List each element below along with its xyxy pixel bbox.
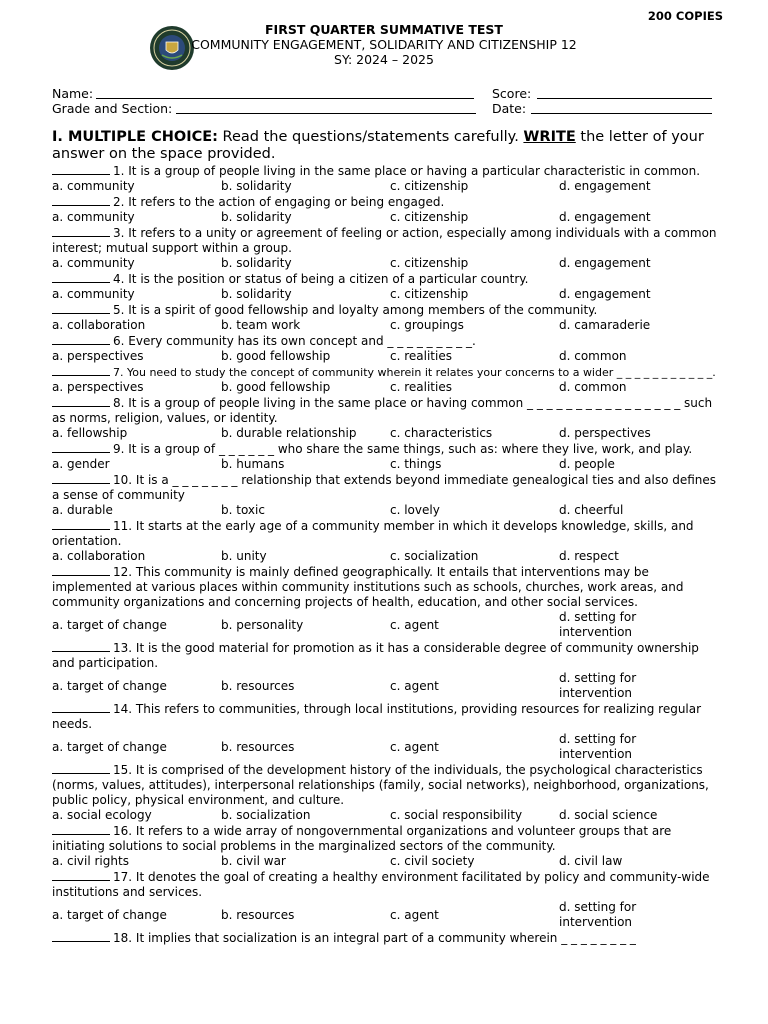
score-field[interactable] xyxy=(537,86,712,99)
question-11 xyxy=(52,518,720,549)
choices-row xyxy=(52,457,720,472)
choice-b: b. personality xyxy=(221,617,304,632)
question-10 xyxy=(52,472,720,503)
choices-row xyxy=(52,671,720,701)
choice-b: b. good fellowship xyxy=(221,349,331,363)
date-field[interactable] xyxy=(531,101,712,114)
date-label: Date: xyxy=(492,101,527,116)
choice-b: b. resources xyxy=(221,678,295,693)
answer-blank[interactable] xyxy=(52,271,110,283)
question-text: 9. It is a group of _ _ _ _ _ _ who share the same things, such as: where they live, work, and play. xyxy=(113,442,693,456)
question-text: 16. It refers to a wide array of nongovernmental organizations and volunteer groups that are initiating solutions to social problems in the marginalized sectors of the community. xyxy=(52,824,672,853)
section-instructions xyxy=(52,129,732,163)
question-text: 12. This community is mainly defined geographically. It entails that interventions may be implemented at various places within community institutions such as schools, churches, work areas, and community organizations and concerning projects of health, education, and other social services. xyxy=(52,565,684,609)
choice-c: c. lovely xyxy=(390,503,440,517)
choice-d: d. perspectives xyxy=(559,426,651,440)
question-12 xyxy=(52,564,720,610)
choice-d: d. setting for intervention xyxy=(559,671,637,700)
score-label: Score: xyxy=(492,86,532,101)
choice-c: c. agent xyxy=(390,739,439,754)
answer-blank[interactable] xyxy=(52,869,110,881)
question-text: 15. It is comprised of the development history of the individuals, the psychological characteristics (norms, values, attitudes), interpersonal relationships (family, social networks), neighborhood, organizations, public policy, physical environment, and culture. xyxy=(52,763,709,807)
choice-d: d. setting for intervention xyxy=(559,732,637,761)
choice-a: a. target of change xyxy=(52,907,167,922)
question-text: 18. It implies that socialization is an integral part of a community wherein _ _ _ _ _ _ _ _ xyxy=(113,931,636,945)
answer-blank[interactable] xyxy=(52,701,110,713)
choices-row xyxy=(52,854,720,869)
choice-b: b. socialization xyxy=(221,808,311,822)
question-text: 6. Every community has its own concept and _ _ _ _ _ _ _ _ _. xyxy=(113,334,476,348)
choice-b: b. unity xyxy=(221,549,267,563)
choice-a: a. perspectives xyxy=(52,349,144,363)
test-title: FIRST QUARTER SUMMATIVE TEST xyxy=(265,22,503,37)
instructions-text-1: Read the questions/statements carefully. xyxy=(217,129,524,145)
question-text: 1. It is a group of people living in the same place or having a particular characteristic in common. xyxy=(113,164,701,178)
name-field[interactable] xyxy=(96,86,474,99)
choice-d: d. people xyxy=(559,457,615,471)
choice-c: c. citizenship xyxy=(390,179,469,193)
question-text: 17. It denotes the goal of creating a healthy environment facilitated by policy and community-wide institutions and services. xyxy=(52,870,710,899)
choice-d: d. common xyxy=(559,380,627,394)
copies-label: 200 COPIES xyxy=(647,9,723,23)
choice-a: a. target of change xyxy=(52,617,167,632)
choices-row xyxy=(52,349,720,364)
choice-c: c. socialization xyxy=(390,549,479,563)
question-text: 11. It starts at the early age of a community member in which it develops knowledge, skills, and orientation. xyxy=(52,519,694,548)
answer-blank[interactable] xyxy=(52,364,110,376)
choice-b: b. resources xyxy=(221,907,295,922)
student-info xyxy=(52,86,732,116)
choice-b: b. solidarity xyxy=(221,256,292,270)
question-text: 2. It refers to the action of engaging or being engaged. xyxy=(113,195,445,209)
question-text: 5. It is a spirit of good fellowship and loyalty among members of the community. xyxy=(113,303,598,317)
question-17 xyxy=(52,869,720,900)
choice-a: a. community xyxy=(52,179,135,193)
question-6 xyxy=(52,333,720,349)
question-18 xyxy=(52,930,720,946)
choice-d: d. camaraderie xyxy=(559,318,651,332)
choices-row xyxy=(52,503,720,518)
choice-b: b. solidarity xyxy=(221,287,292,301)
choice-a: a. community xyxy=(52,287,135,301)
answer-blank[interactable] xyxy=(52,225,110,237)
choice-a: a. target of change xyxy=(52,678,167,693)
name-label: Name: xyxy=(52,86,94,101)
question-text: 14. This refers to communities, through local institutions, providing resources for realizing regular needs. xyxy=(52,702,702,731)
choices-row xyxy=(52,808,720,823)
section-label: I. MULTIPLE CHOICE: xyxy=(52,129,218,145)
choice-b: b. resources xyxy=(221,739,295,754)
answer-blank[interactable] xyxy=(52,333,110,345)
choice-d: d. setting for intervention xyxy=(559,610,637,639)
choice-a: a. social ecology xyxy=(52,808,152,822)
choice-a: a. target of change xyxy=(52,739,167,754)
choices-row xyxy=(52,287,720,302)
question-7 xyxy=(52,364,720,380)
choice-a: a. durable xyxy=(52,503,113,517)
choice-c: c. citizenship xyxy=(390,287,469,301)
choices-row xyxy=(52,426,720,441)
answer-blank[interactable] xyxy=(52,564,110,576)
choice-c: c. civil society xyxy=(390,854,475,868)
answer-blank[interactable] xyxy=(52,640,110,652)
choice-a: a. civil rights xyxy=(52,854,129,868)
question-text: 7. You need to study the concept of community wherein it relates your concerns to a wider _ _ _ _ _ _ _ _ _ _ _. xyxy=(113,366,716,379)
choice-d: d. engagement xyxy=(559,256,651,270)
choice-a: a. community xyxy=(52,210,135,224)
choice-b: b. toxic xyxy=(221,503,265,517)
choice-a: a. fellowship xyxy=(52,426,128,440)
test-subject: COMMUNITY ENGAGEMENT, SOLIDARITY AND CITIZENSHIP 12 xyxy=(191,37,577,52)
choices-row xyxy=(52,732,720,762)
choice-b: b. team work xyxy=(221,318,301,332)
question-text: 13. It is the good material for promotion as it has a considerable degree of community ownership and participation. xyxy=(52,641,699,670)
choices-row xyxy=(52,610,720,640)
question-2 xyxy=(52,194,720,210)
answer-blank[interactable] xyxy=(52,762,110,774)
question-8 xyxy=(52,395,720,426)
choice-c: c. groupings xyxy=(390,318,464,332)
question-1 xyxy=(52,163,720,179)
question-13 xyxy=(52,640,720,671)
question-text: 4. It is the position or status of being a citizen of a particular country. xyxy=(113,272,529,286)
choice-a: a. collaboration xyxy=(52,318,146,332)
choices-row xyxy=(52,380,720,395)
choice-b: b. solidarity xyxy=(221,179,292,193)
choice-b: b. humans xyxy=(221,457,285,471)
instructions-text-2: the letter of your answer on the space provided. xyxy=(52,129,704,162)
answer-blank[interactable] xyxy=(52,163,110,175)
answer-blank[interactable] xyxy=(52,518,110,530)
choice-c: c. characteristics xyxy=(390,426,493,440)
choice-c: c. social responsibility xyxy=(390,808,523,822)
choice-c: c. realities xyxy=(390,349,452,363)
choices-row xyxy=(52,318,720,333)
choice-a: a. perspectives xyxy=(52,380,144,394)
question-9 xyxy=(52,441,720,457)
choice-d: d. cheerful xyxy=(559,503,624,517)
grade-section-label: Grade and Section: xyxy=(52,101,173,116)
choice-a: a. community xyxy=(52,256,135,270)
grade-section-field[interactable] xyxy=(176,101,476,114)
answer-blank[interactable] xyxy=(52,395,110,407)
choices-row xyxy=(52,900,720,930)
choices-row xyxy=(52,179,720,194)
choices-row xyxy=(52,549,720,564)
choice-d: d. civil law xyxy=(559,854,623,868)
choice-d: d. common xyxy=(559,349,627,363)
answer-blank[interactable] xyxy=(52,472,110,484)
test-header xyxy=(0,22,768,67)
choice-c: c. agent xyxy=(390,907,439,922)
choice-c: c. citizenship xyxy=(390,256,469,270)
choice-c: c. citizenship xyxy=(390,210,469,224)
school-year: SY: 2024 – 2025 xyxy=(334,52,434,67)
answer-blank[interactable] xyxy=(52,930,110,942)
question-text: 3. It refers to a unity or agreement of feeling or action, especially among individuals with a common interest; mutual support within a group. xyxy=(52,226,717,255)
answer-blank[interactable] xyxy=(52,441,110,453)
question-14 xyxy=(52,701,720,732)
choice-d: d. social science xyxy=(559,808,658,822)
choice-d: d. respect xyxy=(559,549,619,563)
question-16 xyxy=(52,823,720,854)
question-text: 8. It is a group of people living in the same place or having common _ _ _ _ _ _ _ _ _ _ _ _ _ _ _ _ such as norms, religion, values, or identity. xyxy=(52,396,713,425)
choice-d: d. engagement xyxy=(559,210,651,224)
question-15 xyxy=(52,762,720,808)
choice-a: a. collaboration xyxy=(52,549,146,563)
choice-c: c. agent xyxy=(390,617,439,632)
question-text: 10. It is a _ _ _ _ _ _ _ relationship that extends beyond immediate genealogical ties and also defines a sense of community xyxy=(52,473,717,502)
choice-c: c. agent xyxy=(390,678,439,693)
choice-c: c. realities xyxy=(390,380,452,394)
choice-d: d. engagement xyxy=(559,287,651,301)
choices-row xyxy=(52,256,720,271)
question-list xyxy=(52,163,720,946)
question-4 xyxy=(52,271,720,287)
choice-d: d. engagement xyxy=(559,179,651,193)
choice-b: b. solidarity xyxy=(221,210,292,224)
answer-blank[interactable] xyxy=(52,302,110,314)
choices-row xyxy=(52,210,720,225)
instructions-write: WRITE xyxy=(523,129,576,145)
answer-blank[interactable] xyxy=(52,823,110,835)
choice-c: c. things xyxy=(390,457,442,471)
choice-b: b. good fellowship xyxy=(221,380,331,394)
choice-d: d. setting for intervention xyxy=(559,900,637,929)
choice-a: a. gender xyxy=(52,457,110,471)
choice-b: b. civil war xyxy=(221,854,286,868)
question-5 xyxy=(52,302,720,318)
answer-blank[interactable] xyxy=(52,194,110,206)
choice-b: b. durable relationship xyxy=(221,426,357,440)
question-3 xyxy=(52,225,720,256)
